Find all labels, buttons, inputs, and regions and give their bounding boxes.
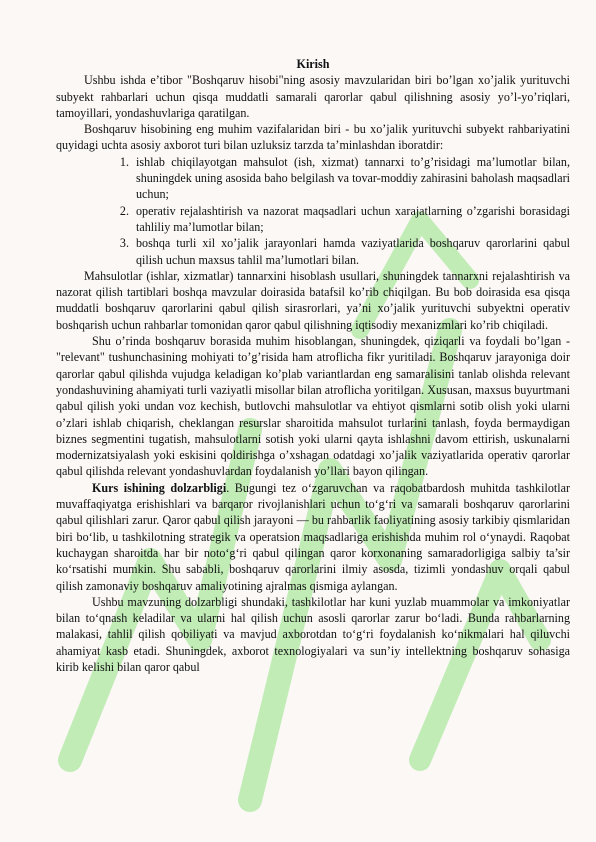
info-types-list [56, 154, 570, 268]
paragraph-intro: Ushbu ishda e’tibor "Boshqaruv hisobi"ning asosiy mavzularidan biri bo’lgan xo’jalik yurituvchi subyekt rahbarlari uchun qisqa muddatli samarali qarorlar qabul qilishning asosiy yo’l-yo’riqlari, tamoyillari, yondashuvlariga qaratilgan. [56, 73, 570, 120]
paragraph-tasks: Boshqaruv hisobining eng muhim vazifalaridan biri - bu xo’jalik yurituvchi subyekt rahbariyatini quyidagi uchta asosiy axborot turi bilan uzluksiz tarzda ta’minlashdan iboratdir: [56, 122, 570, 153]
relevance-heading: Kurs ishining dolzarbligi [92, 480, 227, 495]
document-page [56, 56, 570, 675]
paragraph-relevant: Shu o’rinda boshqaruv borasida muhim hisoblangan, shuningdek, qiziqarli va foydali bo’lgan - "relevant" tushunchasining mohiyati to’g’risida ham atroflicha fikr yuritiladi. Boshqaruv jarayoniga doir qarorlar qabul qilishda vujudga keladigan ko’plab variantlardan eng samaralisini tanlab olishda relevant yondashuvining ahamiyati turli vaziyatli misollar bilan atroflicha yoritilgan. Xususan, maxsus buyurtmani qabul qilish yoki undan voz kechish, butlovchi mahsulotlar va ehtiyot qismlarni sotib olish yoki ularni o’zlari ishlab chiqarish, cheklangan resurslar sharoitida mahsulot turlarini tanlash, foyda bermaydigan biznes segmentini tugatish, mahsulotlarni sotish yoki ularni qayta ishlashni davom ettirish, uskunalarni modernizatsiyalash yoki eskisini qoldirishga o’xshagan odatdagi xo’jalik vaziyatlarida operativ qarorlar qabul qilishda relevant yondashuvlardan foydalanish yo’llari bayon qilingan. [56, 334, 570, 479]
paragraph-methods: Mahsulotlar (ishlar, xizmatlar) tannarxini hisoblash usullari, shuningdek tannarxni rejalashtirish va nazorat qilish tartiblari boshqa mavzular doirasida batafsil ko’rib chiqilgan. Bu bob doirasida esa qisqa muddatli boshqaruv qarorlarini qabul qilish sirasrorlari, ya’ni xo’jalik yurituvchi subyektni operativ boshqarish uchun rahbarlar tomonidan qaror qabul qilishning iqtisodiy mexanizmlari ko’rib chiqiladi. [56, 268, 570, 332]
list-item: 1. ishlab chiqilayotgan mahsulot (ish, xizmat) tannarxi to’g’risidagi ma’lumotlar bilan, shuningdek uning asosida baho belgilash va tovar-moddiy zahirasini baholash maqsadlari uchun; [132, 154, 570, 203]
document-title: Kirish [296, 57, 330, 71]
list-item: 2. operativ rejalashtirish va nazorat maqsadlari uchun xarajatlarning o’zgarishi borasidagi tahliliy ma’lumotlar bilan; [132, 203, 570, 236]
paragraph-relevance [56, 480, 570, 594]
list-item: 3. boshqa turli xil xo’jalik jarayonlari hamda vaziyatlarida boshqaruv qarorlarini qabul qilish uchun maxsus tahlil ma’lumotlari bilan. [132, 235, 570, 268]
paragraph-topic-relevance: Ushbu mavzuning dolzarbligi shundaki, tashkilotlar har kuni yuzlab muammolar va imkoniyatlar bilan to‘qnash keladilar va ularni hal qilish uchun asosli qarorlar zarur bo‘ladi. Bunda rahbarlarning malakasi, tahlil qilish qobiliyati va mavjud axborotdan to‘g‘ri foydalanish ko‘nikmalari hal qiluvchi ahamiyat kasb etadi. Shuningdek, axborot texnologiyalari va sun’iy intellektning boshqaruv sohasiga kirib kelishi bilan qaror qabul [56, 594, 570, 674]
relevance-text: . Bugungi tez o‘zgaruvchan va raqobatbardosh muhitda tashkilotlar muvaffaqiyatga erishishlari va barqaror rivojlanishlari uchun to‘g‘ri va samarali boshqaruv qarorlarini qabul qilishlari zarur. Qaror qabul qilish jarayoni — bu rahbarlik faoliyatining asosiy tarkibiy qismlaridan biri bo‘lib, u tashkilotning strategik va operatsion maqsadlariga erishishda muhim rol o‘ynaydi. Raqobat kuchaygan sharoitda har bir noto‘g‘ri qabul qilingan qaror korxonaning samaradorligiga salbiy ta’sir ko‘rsatishi mumkin. Shu sababli, boshqaruv qarorlarini ilmiy asosda, tizimli yondashuv orqali qabul qilish zamonaviy boshqaruv amaliyotining ajralmas qismiga aylangan. [56, 480, 570, 593]
